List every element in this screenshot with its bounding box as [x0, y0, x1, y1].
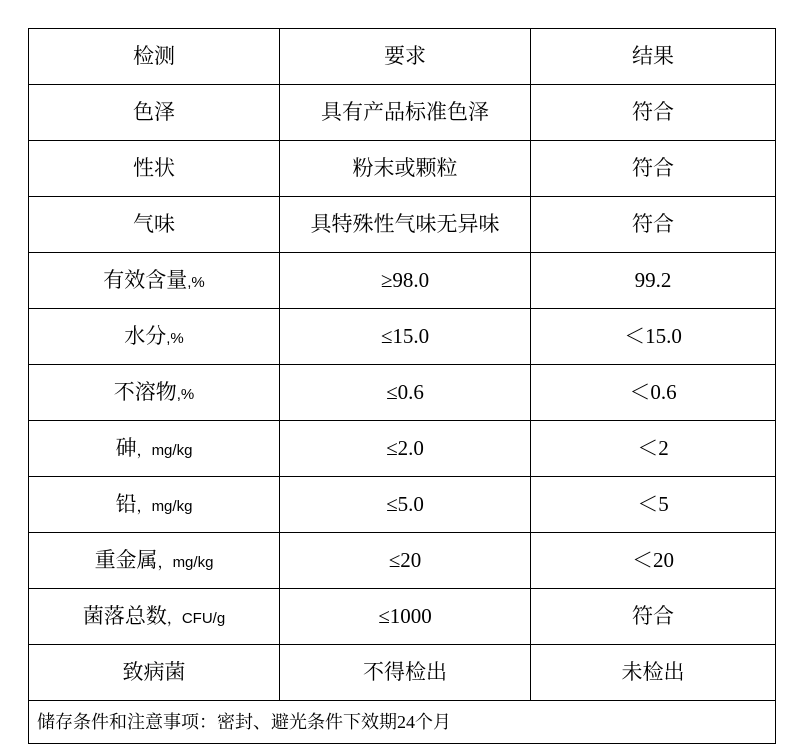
table-row — [29, 477, 776, 533]
table-row — [29, 589, 776, 645]
table-row — [29, 197, 776, 253]
row-requirement-cell — [280, 85, 531, 141]
row-name-cell — [29, 365, 280, 421]
row-result-cell — [531, 85, 776, 141]
row-requirement-cell — [280, 589, 531, 645]
row-unit-label: ,% — [187, 274, 205, 292]
row-requirement-cell — [280, 309, 531, 365]
row-requirement-label: 不得检出 — [363, 660, 447, 685]
row-name-label: 致病菌 — [122, 660, 186, 685]
row-name-cell — [29, 533, 280, 589]
row-name-label: 水分 — [124, 324, 167, 349]
row-result-label: ＜15.0 — [624, 324, 682, 349]
table-row — [29, 141, 776, 197]
row-name-label: 菌落总数 — [82, 604, 167, 629]
row-name-label: 不溶物 — [113, 380, 177, 405]
specification-table — [28, 28, 776, 744]
row-result-label: 99.2 — [634, 268, 672, 293]
column-header-test — [29, 29, 280, 85]
row-result-cell — [531, 197, 776, 253]
row-name-cell — [29, 421, 280, 477]
row-result-cell — [531, 141, 776, 197]
row-name-cell — [29, 85, 280, 141]
row-requirement-cell — [280, 477, 531, 533]
row-result-label: 符合 — [632, 100, 674, 125]
row-name-cell — [29, 309, 280, 365]
row-name-label: 铅 — [115, 492, 137, 517]
row-result-cell — [531, 589, 776, 645]
row-name-cell — [29, 645, 280, 701]
row-unit-label: ，mg/kg — [136, 498, 193, 516]
row-unit-label: ，mg/kg — [157, 554, 214, 572]
row-requirement-label: ≤0.6 — [386, 380, 424, 405]
row-requirement-cell — [280, 253, 531, 309]
row-result-cell — [531, 645, 776, 701]
row-result-label: ＜0.6 — [629, 380, 677, 405]
table-row — [29, 85, 776, 141]
row-requirement-label: 粉末或颗粒 — [352, 156, 458, 181]
row-requirement-cell — [280, 365, 531, 421]
row-name-label: 气味 — [133, 212, 175, 237]
row-name-cell — [29, 197, 280, 253]
table-row — [29, 365, 776, 421]
column-header-requirement-label: 要求 — [384, 44, 426, 69]
table-row — [29, 421, 776, 477]
row-result-label: ＜20 — [632, 548, 674, 573]
storage-note-label: 储存条件和注意事项：密封、避光条件下效期24个月 — [37, 711, 451, 732]
row-requirement-label: ≤1000 — [378, 604, 432, 629]
row-name-label: 砷 — [115, 436, 137, 461]
row-name-label: 重金属 — [94, 548, 158, 573]
row-requirement-label: ≥98.0 — [380, 268, 430, 293]
row-name-cell — [29, 141, 280, 197]
row-requirement-cell — [280, 197, 531, 253]
row-requirement-cell — [280, 421, 531, 477]
table-row — [29, 309, 776, 365]
row-result-cell — [531, 477, 776, 533]
table-row — [29, 645, 776, 701]
row-result-cell — [531, 253, 776, 309]
column-header-result — [531, 29, 776, 85]
row-requirement-label: 具特殊性气味无异味 — [310, 212, 500, 237]
table-header-row — [29, 29, 776, 85]
column-header-test-label: 检测 — [133, 44, 175, 69]
table-row — [29, 253, 776, 309]
storage-note-cell — [29, 701, 776, 744]
row-result-label: 符合 — [632, 604, 674, 629]
row-name-cell — [29, 589, 280, 645]
column-header-result-label: 结果 — [632, 44, 674, 69]
row-unit-label: ，CFU/g — [166, 610, 226, 628]
row-name-label: 有效含量 — [103, 268, 188, 293]
row-result-label: 符合 — [632, 212, 674, 237]
row-unit-label: ,% — [176, 386, 195, 404]
row-requirement-label: ≤5.0 — [386, 492, 424, 517]
row-unit-label: ，mg/kg — [136, 442, 193, 460]
table-footer-row — [29, 701, 776, 744]
row-name-label: 性状 — [133, 156, 175, 181]
row-result-label: 符合 — [632, 156, 674, 181]
row-requirement-label: 具有产品标准色泽 — [321, 100, 489, 125]
row-unit-label: ,% — [166, 330, 184, 348]
table-row — [29, 533, 776, 589]
row-requirement-cell — [280, 533, 531, 589]
row-result-label: ＜2 — [637, 436, 669, 461]
row-name-label: 色泽 — [133, 100, 175, 125]
row-name-cell — [29, 253, 280, 309]
column-header-requirement — [280, 29, 531, 85]
row-requirement-label: ≤2.0 — [386, 436, 424, 461]
row-requirement-cell — [280, 141, 531, 197]
row-name-cell — [29, 477, 280, 533]
row-result-label: 未检出 — [621, 660, 685, 685]
row-requirement-label: ≤15.0 — [380, 324, 430, 349]
row-requirement-label: ≤20 — [388, 548, 422, 573]
row-result-cell — [531, 309, 776, 365]
row-result-cell — [531, 365, 776, 421]
row-result-cell — [531, 533, 776, 589]
row-result-cell — [531, 421, 776, 477]
row-requirement-cell — [280, 645, 531, 701]
row-result-label: ＜5 — [637, 492, 669, 517]
